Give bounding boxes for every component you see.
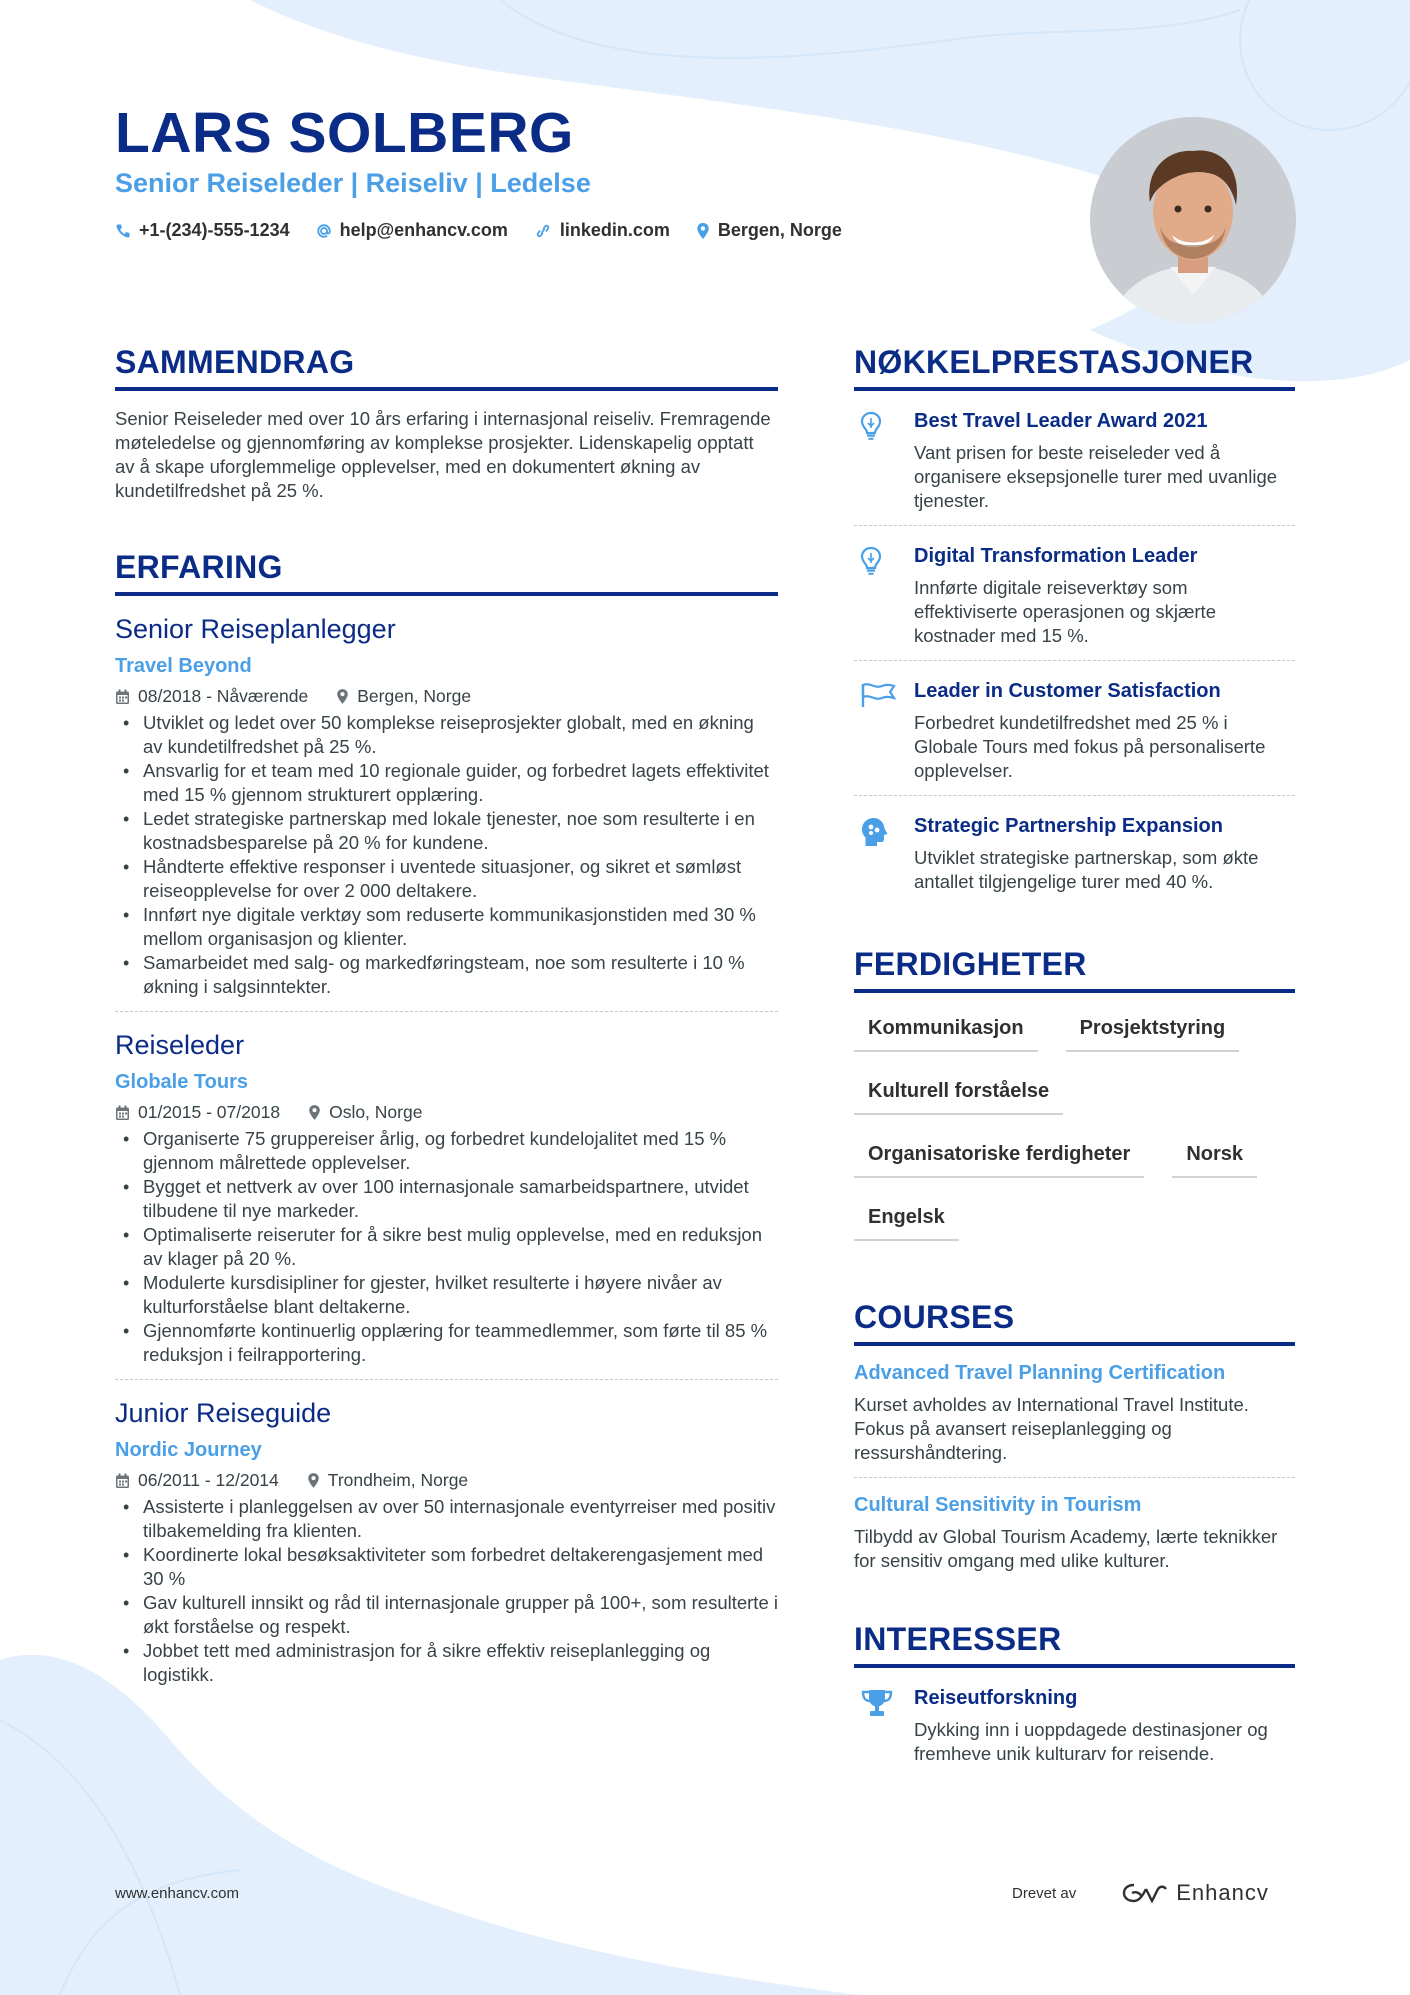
location-pin-icon — [308, 1104, 321, 1121]
job-dates: 06/2011 - 12/2014 — [138, 1470, 279, 1490]
job-company: Nordic Journey — [115, 1439, 262, 1461]
lightbulb-icon — [860, 411, 882, 441]
left-column — [115, 344, 778, 1687]
job-entry — [115, 1398, 778, 1687]
job-location: Bergen, Norge — [357, 686, 472, 706]
contact-location — [696, 220, 842, 241]
courses-section — [854, 1299, 1295, 1573]
job-location: Oslo, Norge — [329, 1102, 423, 1122]
experience-section — [115, 549, 778, 1687]
section-divider — [115, 592, 778, 596]
skills-section — [854, 946, 1295, 1259]
skills-title: FERDIGHETER — [854, 946, 1087, 982]
job-meta — [115, 686, 778, 707]
phone-text: +1-(234)-555-1234 — [139, 220, 290, 240]
achievement-desc: Forbedret kundetilfredshet med 25 % i Globale Tours med fokus på personaliserte opplevelser. — [914, 712, 1266, 781]
skill-tag: Kulturell forståelse — [854, 1070, 1063, 1115]
interest-item — [854, 1668, 1295, 1778]
interests-title: INTERESSER — [854, 1621, 1062, 1657]
contact-phone[interactable] — [115, 220, 290, 241]
brand-logo[interactable] — [1122, 1880, 1269, 1906]
summary-section — [115, 344, 778, 503]
bullet-item: • Ansvarlig for et team med 10 regionale guider, og forbedret lagets effektivitet med 15 % gjennom strukturert opplæring. — [115, 759, 778, 807]
achievement-item — [854, 796, 1295, 906]
job-bullets — [115, 1495, 778, 1687]
head-icon — [860, 816, 890, 848]
phone-icon — [115, 223, 131, 239]
achievements-section — [854, 344, 1295, 906]
powered-by-text: Drevet av — [1012, 1884, 1077, 1902]
right-column — [854, 344, 1295, 1778]
job-meta — [115, 1470, 778, 1491]
course-title: Cultural Sensitivity in Tourism — [854, 1494, 1142, 1516]
link-icon — [534, 223, 552, 239]
bullet-item: • Utviklet og ledet over 50 komplekse reiseprosjekter globalt, med en økning av kundetilfredshet på 25 %. — [115, 711, 778, 759]
skill-tag: Prosjektstyring — [1066, 1007, 1240, 1052]
lightbulb-icon — [860, 546, 882, 576]
achievement-item — [854, 526, 1295, 660]
skill-tag: Organisatoriske ferdigheter — [854, 1133, 1144, 1178]
interests-section — [854, 1621, 1295, 1778]
achievements-title: NØKKELPRESTASJONER — [854, 344, 1254, 380]
job-dates: 01/2015 - 07/2018 — [138, 1102, 281, 1122]
course-desc: Kurset avholdes av International Travel Institute. Fokus på avansert reiseplanlegging og ressurshåndtering. — [854, 1394, 1249, 1463]
achievement-title: Strategic Partnership Expansion — [914, 815, 1223, 837]
bullet-item: • Bygget et nettverk av over 100 internasjonale samarbeidspartnere, utvidet tilbudene til nye markeder. — [115, 1175, 778, 1223]
bullet-item: • Modulerte kursdisipliner for gjester, hvilket resulterte i høyere nivåer av kulturforståelse blant deltakerne. — [115, 1271, 778, 1319]
course-item — [854, 1362, 1295, 1465]
contact-email[interactable] — [316, 220, 508, 241]
contact-linkedin[interactable] — [534, 220, 670, 241]
linkedin-text: linkedin.com — [559, 220, 670, 240]
bullet-item: • Jobbet tett med administrasjon for å sikre effektiv reiseplanlegging og logistikk. — [115, 1639, 778, 1687]
achievement-desc: Innførte digitale reiseverktøy som effektiviserte operasjonen og skjærte kostnader med 15 %. — [914, 577, 1216, 646]
job-title: Junior Reiseguide — [115, 1398, 332, 1428]
courses-title: COURSES — [854, 1299, 1015, 1335]
summary-text: Senior Reiseleder med over 10 års erfaring i internasjonal reiseliv. Fremragende møteledelse og gjennomføring av komplekse prosjekter. Lidenskapelig opptatt av å skape uforglemmelige opplevelser, med en dokumentert økning av kundetilfredshet på 25 %. — [115, 408, 771, 501]
contact-bar — [115, 220, 868, 241]
job-entry — [115, 1030, 778, 1380]
candidate-subtitle: Senior Reiseleder | Reiseliv | Ledelse — [115, 168, 591, 198]
skill-tag: Engelsk — [854, 1196, 959, 1241]
job-company: Globale Tours — [115, 1071, 248, 1093]
interest-desc: Dykking inn i uoppdagede destinasjoner og fremheve unik kulturarv for reisende. — [914, 1719, 1268, 1764]
candidate-name: LARS SOLBERG — [115, 101, 574, 165]
entry-divider — [115, 1379, 778, 1380]
achievement-title: Digital Transformation Leader — [914, 545, 1198, 567]
achievement-title: Best Travel Leader Award 2021 — [914, 410, 1208, 432]
bullet-item: • Håndterte effektive responser i uventede situasjoner, og sikret et sømløst reiseopplevelse for over 2 000 deltakere. — [115, 855, 778, 903]
job-dates: 08/2018 - Nåværende — [138, 686, 309, 706]
footer-website[interactable]: www.enhancv.com — [115, 1885, 239, 1902]
entry-divider — [854, 1477, 1295, 1478]
skills-list — [854, 1007, 1295, 1259]
location-text: Bergen, Norge — [717, 220, 842, 240]
achievement-desc: Utviklet strategiske partnerskap, som økte antallet tilgjengelige turer med 40 %. — [914, 847, 1259, 892]
trophy-icon — [860, 1688, 894, 1718]
section-divider — [854, 989, 1295, 993]
bullet-item: • Gjennomførte kontinuerlig opplæring for teammedlemmer, som førte til 85 % reduksjon i feilrapportering. — [115, 1319, 778, 1367]
bullet-item: • Gav kulturell innsikt og råd til internasjonale grupper på 100+, som resulterte i økt forståelse og respekt. — [115, 1591, 778, 1639]
brand-name: Enhancv — [1176, 1880, 1269, 1905]
bullet-item: • Optimaliserte reiseruter for å sikre best mulig opplevelse, med en reduksjon av klager på 20 %. — [115, 1223, 778, 1271]
course-item — [854, 1494, 1295, 1573]
email-text: help@enhancv.com — [339, 220, 508, 240]
bullet-item: • Ledet strategiske partnerskap med lokale tjenester, noe som resulterte i en kostnadsbesparelse på 20 % for kundene. — [115, 807, 778, 855]
entry-divider — [115, 1011, 778, 1012]
achievement-item — [854, 391, 1295, 525]
interest-title: Reiseutforskning — [914, 1687, 1078, 1709]
job-bullets — [115, 1127, 778, 1367]
bullet-item: • Koordinerte lokal besøksaktiviteter som forbedret deltakerengasjement med 30 % — [115, 1543, 778, 1591]
job-title: Senior Reiseplanlegger — [115, 614, 396, 644]
skill-tag: Kommunikasjon — [854, 1007, 1038, 1052]
experience-title: ERFARING — [115, 549, 283, 585]
enhancv-logo-icon — [1122, 1881, 1168, 1905]
course-title: Advanced Travel Planning Certification — [854, 1362, 1226, 1384]
summary-title: SAMMENDRAG — [115, 344, 355, 380]
skill-tag: Norsk — [1172, 1133, 1257, 1178]
bullet-item: • Samarbeidet med salg- og markedføringsteam, noe som resulterte i 10 % økning i salgsinntekter. — [115, 951, 778, 999]
location-pin-icon — [696, 222, 710, 240]
job-title: Reiseleder — [115, 1030, 245, 1060]
job-entry — [115, 614, 778, 1012]
section-divider — [854, 1342, 1295, 1346]
calendar-icon — [115, 1105, 130, 1121]
achievement-item — [854, 661, 1295, 795]
job-company: Travel Beyond — [115, 655, 252, 677]
section-divider — [115, 387, 778, 391]
location-pin-icon — [307, 1472, 320, 1489]
course-desc: Tilbydd av Global Tourism Academy, lærte teknikker for sensitiv omgang med ulike kulturer. — [854, 1526, 1278, 1571]
job-location: Trondheim, Norge — [327, 1470, 469, 1490]
bullet-item: • Assisterte i planleggelsen av over 50 internasjonale eventyrreiser med positiv tilbakemelding fra klienten. — [115, 1495, 778, 1543]
job-bullets — [115, 711, 778, 999]
at-icon — [316, 223, 332, 239]
profile-photo — [1090, 117, 1296, 323]
achievement-desc: Vant prisen for beste reiseleder ved å organisere eksepsjonelle turer med uvanlige tjenester. — [914, 442, 1278, 511]
location-pin-icon — [336, 688, 349, 705]
calendar-icon — [115, 689, 130, 705]
footer-powered — [1012, 1880, 1269, 1906]
bullet-item: • Innført nye digitale verktøy som reduserte kommunikasjonstiden med 30 % mellom organisasjon og klienter. — [115, 903, 778, 951]
calendar-icon — [115, 1473, 130, 1489]
bullet-item: • Organiserte 75 gruppereiser årlig, og forbedret kundelojalitet med 15 % gjennom målrettede opplevelser. — [115, 1127, 778, 1175]
flag-icon — [860, 681, 896, 709]
job-meta — [115, 1102, 778, 1123]
achievement-title: Leader in Customer Satisfaction — [914, 680, 1221, 702]
